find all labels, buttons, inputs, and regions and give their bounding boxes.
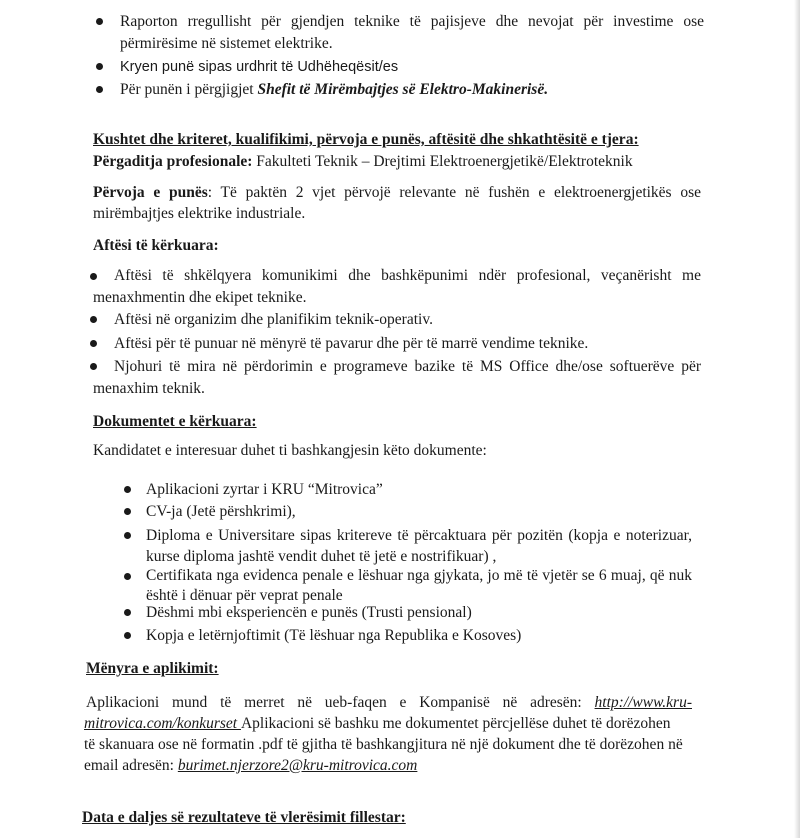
section-heading-kushtet: Kushtet dhe kriteret, kualifikimi, përvoja e punës, aftësitë dhe shkathtësitë e tjera: (93, 131, 639, 148)
bullet-icon (124, 609, 131, 616)
bullet-icon (90, 316, 97, 323)
section-heading-aftesi: Aftësi të kërkuara: (93, 237, 219, 254)
work-experience (93, 183, 701, 203)
bullet-icon (96, 63, 103, 70)
list-item (120, 80, 548, 100)
application-paragraph-line (84, 714, 671, 734)
list-item: Njohuri të mira në përdorimin e programeve bazike të MS Office dhe/ose softuerëve për (114, 358, 701, 375)
paragraph-text: Aplikacioni mund të merret në ueb-faqen e Kompanisë në adresën: (86, 694, 595, 711)
email-link[interactable]: burimet.njerzore2@kru-mitrovica.com (177, 757, 418, 774)
bullet-icon (124, 486, 131, 493)
supervisor-title: Shefit të Mirëmbajtjes së Elektro-Makinerisë. (257, 81, 549, 98)
field-value: Fakulteti Teknik – Drejtimi Elektroenergjetikë/Elektroteknik (252, 153, 633, 170)
list-item: Kopja e letërnjoftimit (Të lëshuar nga Republika e Kosoves) (146, 627, 522, 644)
bullet-icon (124, 508, 131, 515)
application-paragraph-line (84, 756, 417, 776)
work-experience-continuation: mirëmbajtjes elektrike industriale. (93, 205, 306, 222)
section-heading-aplikimi: Mënyra e aplikimit: (86, 660, 219, 677)
bullet-icon (90, 363, 97, 370)
section-heading-dokumentet: Dokumentet e kërkuara: (93, 413, 257, 430)
bullet-icon (90, 273, 97, 280)
list-item-continuation: menaxhmentin dhe ekipet teknike. (93, 289, 307, 306)
section-heading-data: Data e daljes së rezultateve të vlerësimit fillestar: (82, 809, 406, 826)
paragraph-text: email adresën: (84, 757, 178, 774)
bullet-icon (124, 573, 131, 580)
field-label: Përgaditja profesionale: (93, 153, 253, 170)
bullet-icon (96, 18, 103, 25)
list-item-continuation: menaxhim teknik. (93, 380, 205, 397)
list-item: Diploma e Universitare sipas kritereve të përcaktuara për pozitën (kopja e noterizuar, (146, 527, 692, 544)
bullet-icon (90, 340, 97, 347)
list-item-continuation: kurse diploma jashtë vendit duhet të jetë e nostrifikuar) , (146, 548, 497, 565)
bullet-icon (124, 632, 131, 639)
list-item: Aftësi në organizim dhe planifikim teknik-operativ. (114, 311, 433, 328)
scan-edge-shadow (794, 0, 800, 838)
list-item: Aftësi të shkëlqyera komunikimi dhe bashkëpunimi ndër profesional, veçanërisht me (114, 267, 701, 284)
list-item: Aplikacioni zyrtar i KRU “Mitrovica” (146, 481, 383, 498)
website-link-continuation[interactable]: mitrovica.com/konkurset (84, 715, 241, 732)
documents-intro: Kandidatet e interesuar duhet ti bashkangjesin këto dokumente: (93, 442, 487, 459)
list-item-text: Për punën i përgjigjet (120, 81, 258, 98)
professional-preparation (93, 152, 633, 172)
list-item: Certifikata nga evidenca penale e lëshuar nga gjykata, jo më të vjetër se 6 muaj, që nuk (146, 567, 692, 584)
bullet-icon (124, 532, 131, 539)
application-paragraph-line: të skanuara ose në formatin .pdf të gjitha të bashkangjitura në një dokument dhe të dorëzohen në (84, 736, 683, 753)
list-item-continuation: është i dënuar për veprat penale (146, 587, 343, 604)
field-value: : Të paktën 2 vjet përvojë relevante në fushën e elektroenergjetikës ose (207, 184, 701, 201)
website-link[interactable]: http://www.kru- (594, 694, 692, 711)
application-paragraph-line (86, 693, 692, 713)
list-item: CV-ja (Jetë përshkrimi), (146, 503, 296, 520)
field-label: Përvoja e punës (93, 184, 208, 201)
list-item-continuation: përmirësime në sistemet elektrike. (120, 35, 333, 52)
paragraph-text: Aplikacioni së bashku me dokumentet përcjellëse duhet të dorëzohen (240, 715, 671, 732)
list-item: Kryen punë sipas urdhrit të Udhëheqësit/es (120, 59, 399, 75)
list-item: Dëshmi mbi eksperiencën e punës (Trusti pensional) (146, 604, 472, 621)
bullet-icon (96, 86, 103, 93)
list-item: Raporton rregullisht për gjendjen teknike të pajisjeve dhe nevojat për investime ose (120, 13, 704, 30)
list-item: Aftësi për të punuar në mënyrë të pavarur dhe për të marrë vendime teknike. (114, 335, 589, 352)
